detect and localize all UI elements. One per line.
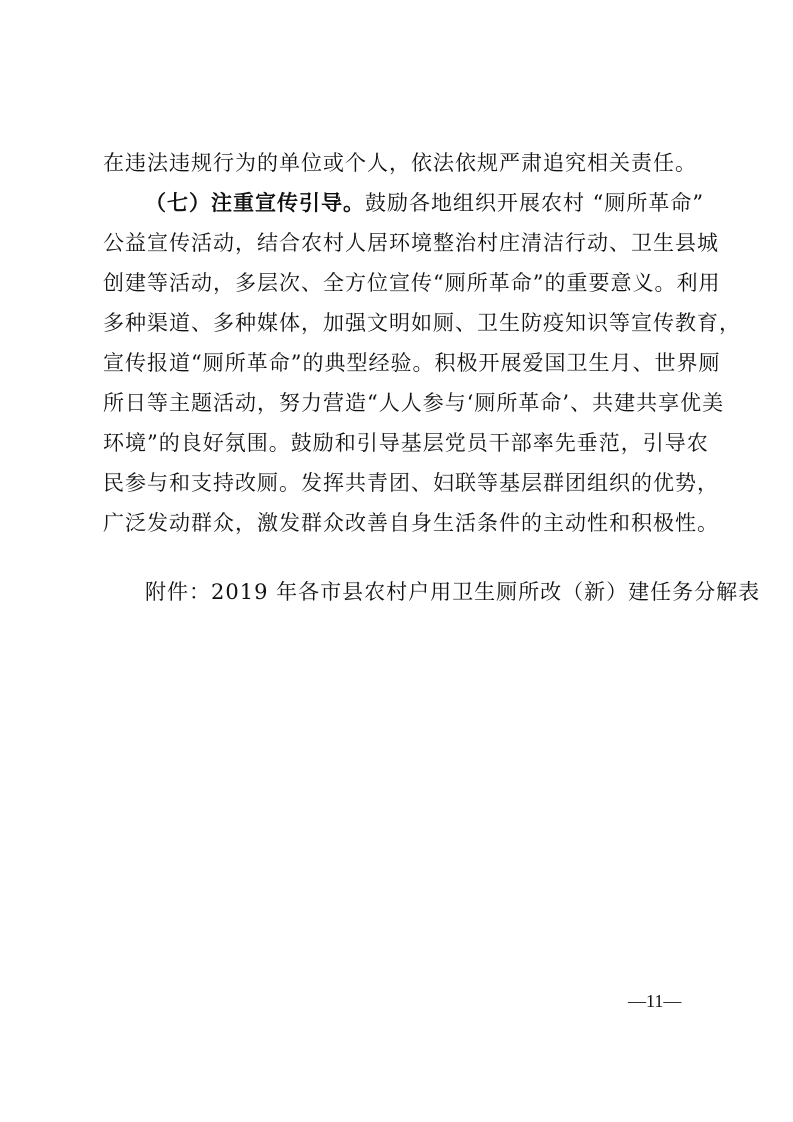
paragraph-line: 广泛发动群众，激发群众改善自身生活条件的主动性和积极性。 [103, 511, 719, 535]
paragraph-line: 公益宣传活动，结合农村人居环境整治村庄清洁行动、卫生县城 [103, 231, 719, 255]
section-lead-text: 鼓励各地组织开展农村 “厕所革命” [365, 191, 705, 215]
paragraph-line: 所日等主题活动，努力营造“人人参与‘厕所革命’、共建共享优美 [103, 391, 725, 415]
paragraph-line: 环境”的良好氛围。鼓励和引导基层党员干部率先垂范，引导农 [103, 431, 709, 455]
attachment-note: 附件：2019 年各市县农村户用卫生厕所改（新）建任务分解表 [145, 580, 761, 604]
section-heading: （七）注重宣传引导。 [145, 191, 365, 215]
paragraph-line: 在违法违规行为的单位或个人，依法依规严肃追究相关责任。 [103, 151, 697, 175]
paragraph-line: 多种渠道、多种媒体，加强文明如厕、卫生防疫知识等宣传教育， [103, 311, 741, 335]
paragraph-line: 民参与和支持改厕。发挥共青团、妇联等基层群团组织的优势， [103, 471, 719, 495]
section-7-first-line [103, 188, 705, 218]
paragraph-line: 宣传报道“厕所革命”的典型经验。积极开展爱国卫生月、世界厕 [103, 351, 721, 375]
paragraph-line: 创建等活动，多层次、全方位宣传“厕所革命”的重要意义。利用 [103, 271, 721, 295]
page-number: —11— [628, 991, 682, 1011]
